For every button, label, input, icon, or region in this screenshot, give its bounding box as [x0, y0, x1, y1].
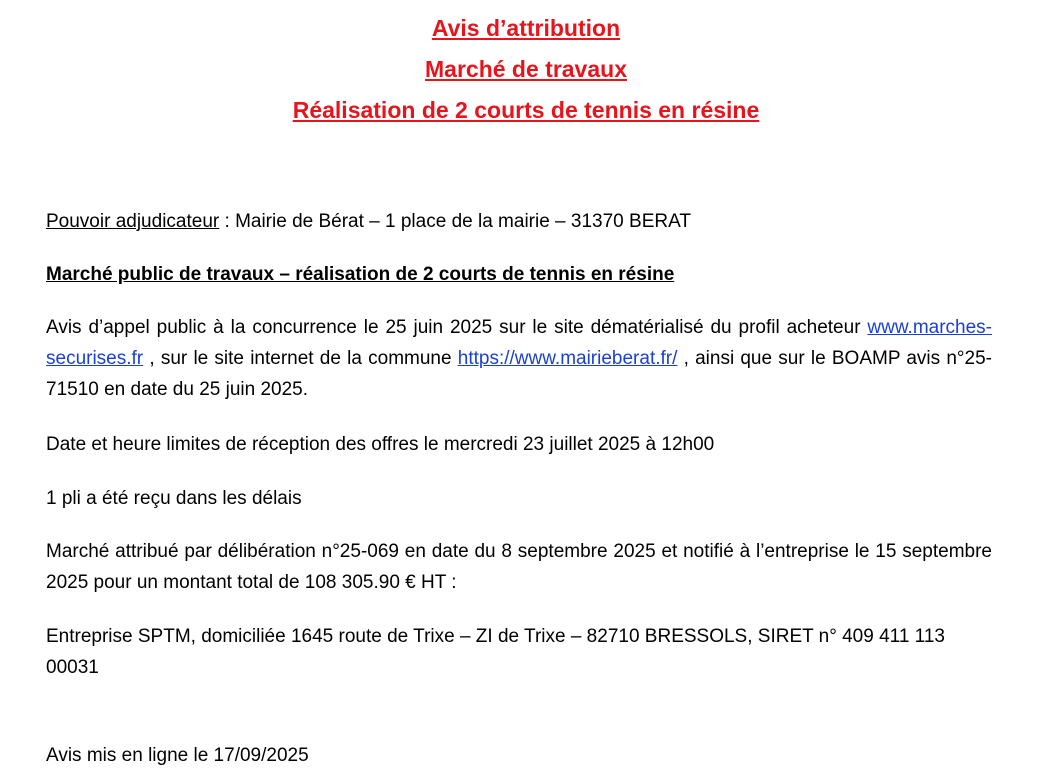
- authority-separator: :: [219, 211, 236, 232]
- awarded-company-paragraph: Entreprise SPTM, domiciliée 1645 route de Trixe – ZI de Trixe – 82710 BRESSOLS, SIRET n° 409 411 113 00031: [46, 626, 945, 678]
- mairie-berat-link[interactable]: https://www.mairieberat.fr/: [457, 348, 678, 369]
- marches-securises-link[interactable]: www.marches-securises.fr: [46, 317, 992, 369]
- notice-text-part-3: , ainsi que sur le BOAMP avis n°25-71510 en date du 25 juin 2025.: [46, 348, 992, 400]
- deadline-paragraph: Date et heure limites de réception des offres le mercredi 23 juillet 2025 à 12h00: [46, 434, 715, 455]
- publication-date: Avis mis en ligne le 17/09/2025: [46, 745, 309, 766]
- notice-subtitle-market-type: Marché de travaux: [425, 56, 627, 82]
- market-heading: Marché public de travaux – réalisation de 2 courts de tennis en résine: [46, 264, 675, 285]
- authority-label: Pouvoir adjudicateur: [46, 211, 220, 232]
- call-for-tenders-paragraph: [46, 312, 992, 405]
- contracting-authority: [46, 206, 992, 237]
- award-paragraph: Marché attribué par délibération n°25-069 en date du 8 septembre 2025 et notifié à l’entreprise le 15 septembre 2025 pour un montant total de 108 305.90 € HT :: [46, 541, 992, 593]
- bids-received-paragraph: 1 pli a été reçu dans les délais: [46, 488, 302, 509]
- notice-text-part-1: Avis d’appel public à la concurrence le 25 juin 2025 sur le site dématérialisé du profil acheteur: [46, 317, 868, 338]
- notice-text-part-2: , sur le site internet de la commune: [143, 348, 458, 369]
- notice-subtitle-project: Réalisation de 2 courts de tennis en résine: [292, 97, 760, 123]
- notice-title: Avis d’attribution: [431, 15, 621, 41]
- authority-value: Mairie de Bérat – 1 place de la mairie – 31370 BERAT: [235, 211, 691, 232]
